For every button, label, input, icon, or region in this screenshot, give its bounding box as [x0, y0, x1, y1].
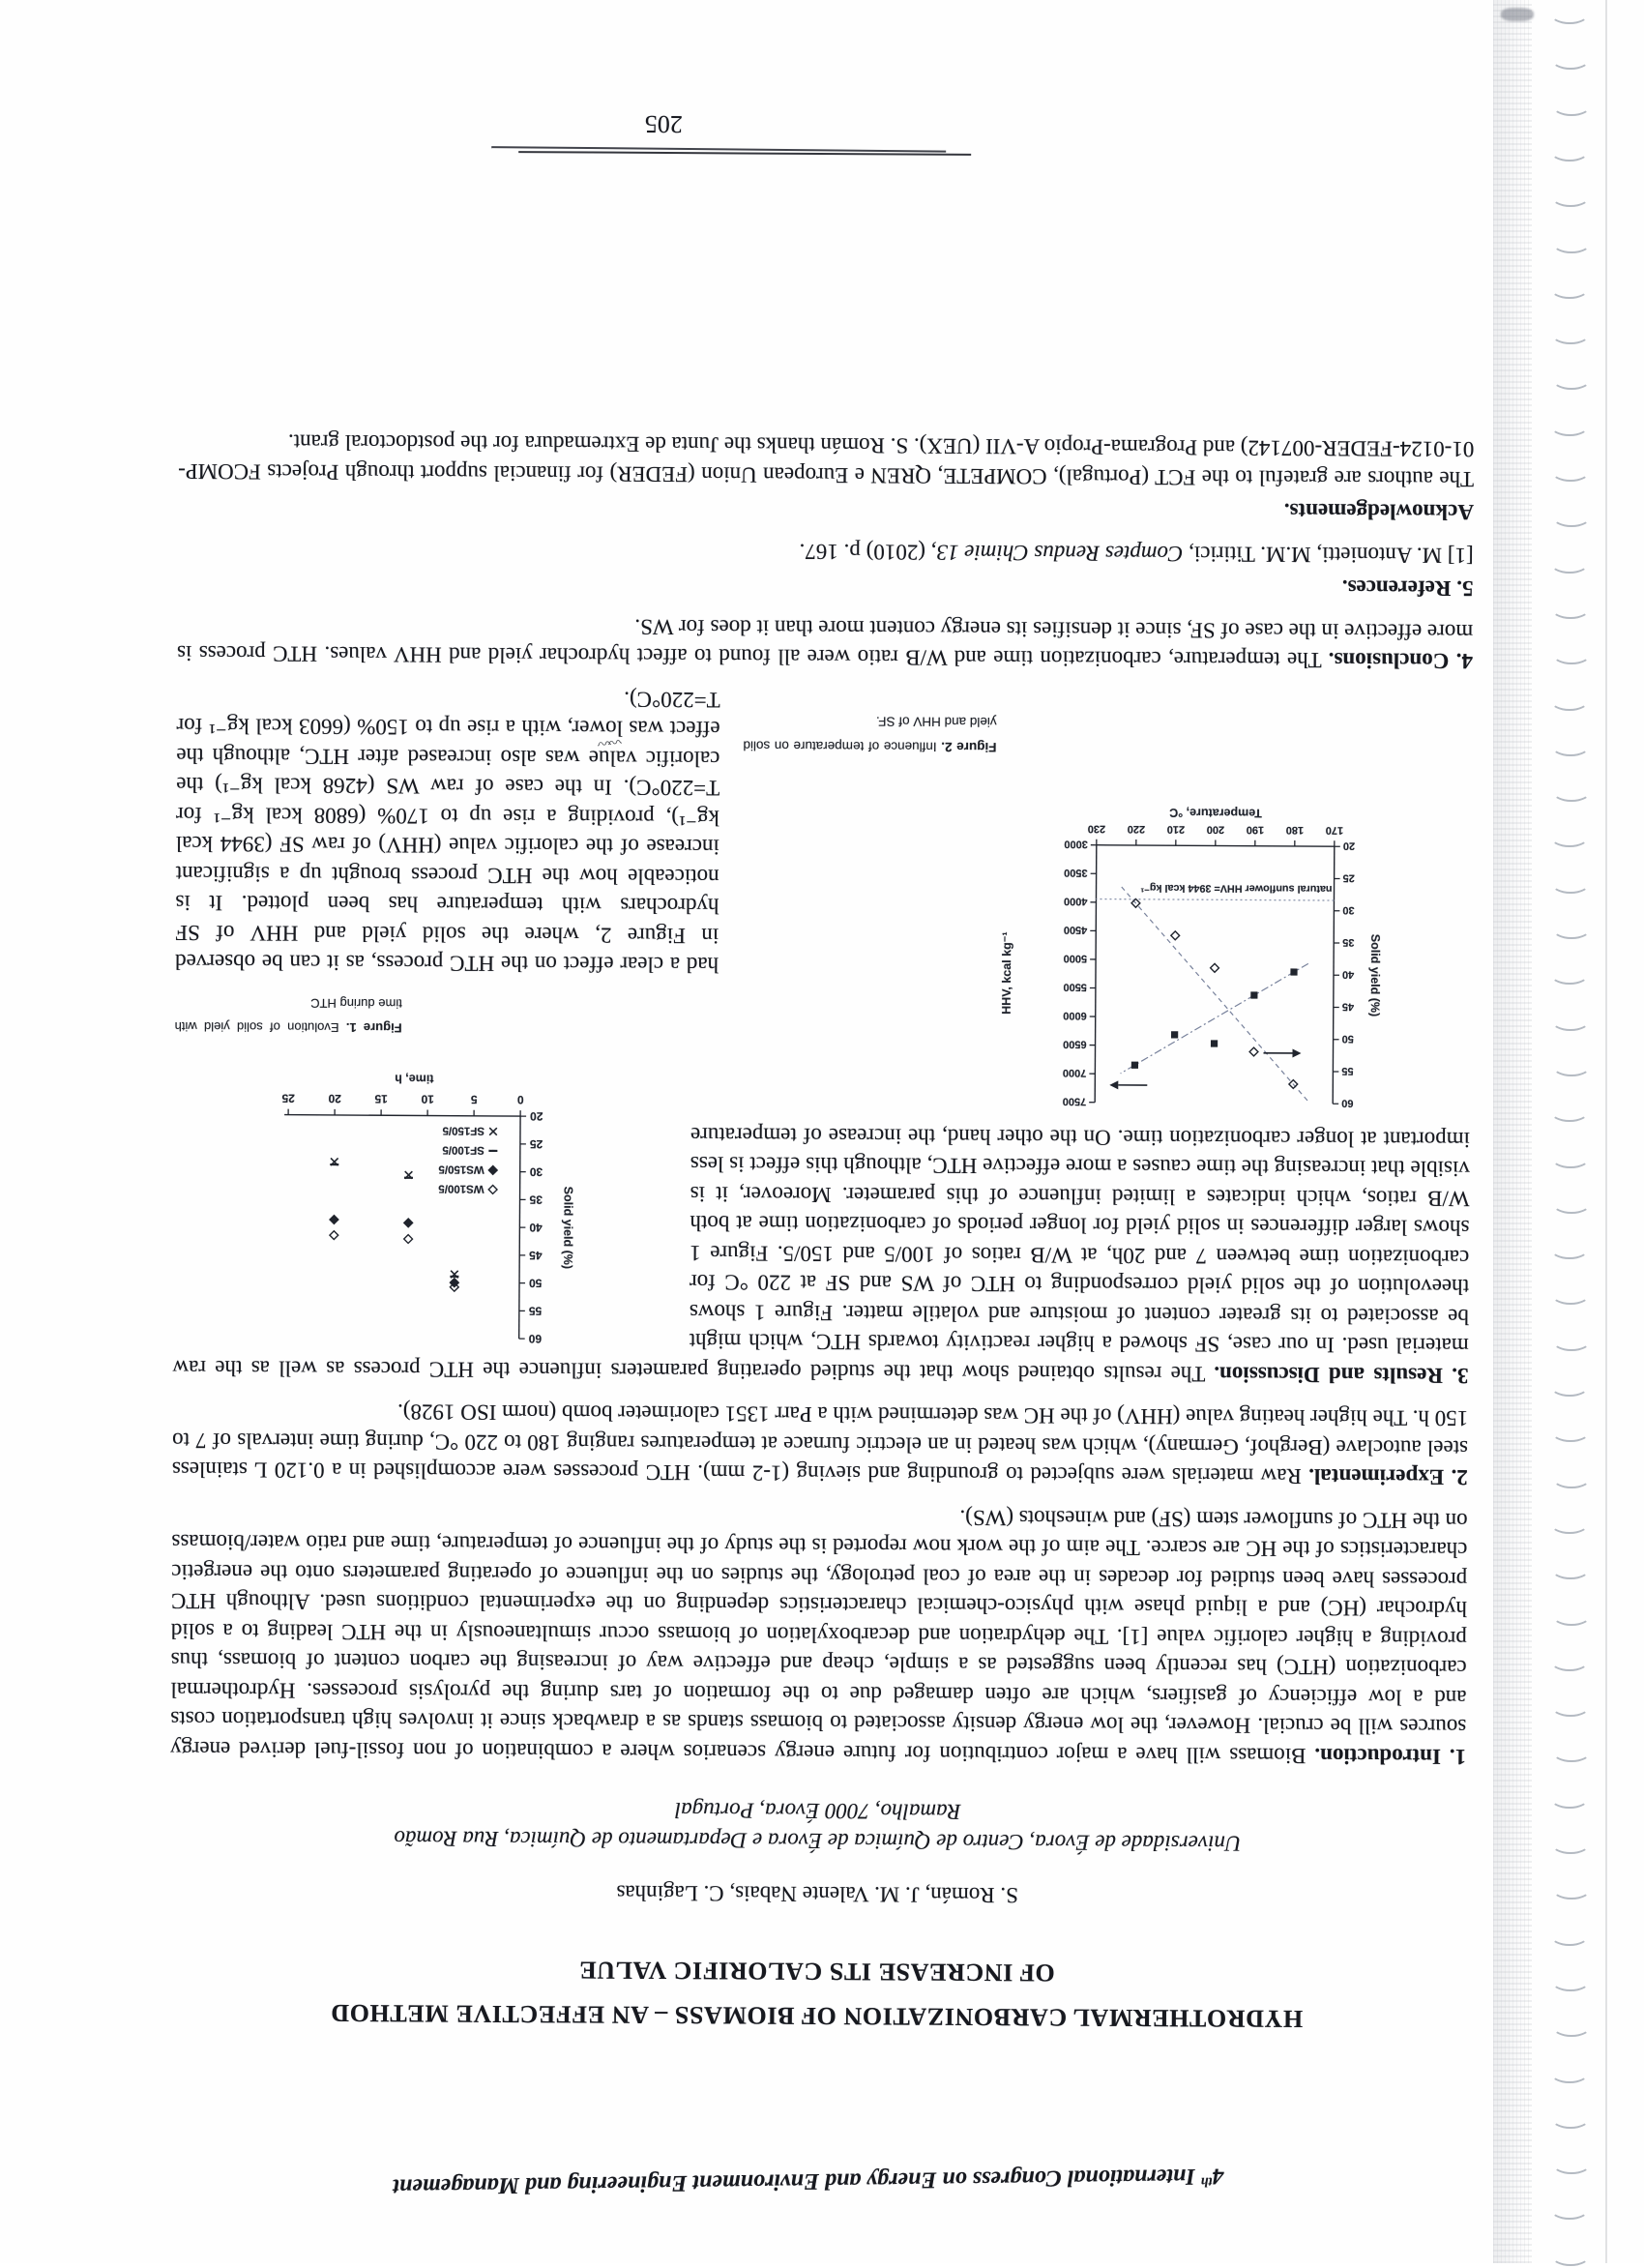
- figure-2-caption-text: Influence of temperature on solid yield and HHV of SF.: [743, 714, 996, 753]
- spiral-coil: [1550, 1926, 1589, 1946]
- spiral-coil: [1552, 1193, 1591, 1214]
- svg-text:55: 55: [1341, 1066, 1353, 1077]
- spiral-coil: [1550, 1376, 1589, 1397]
- conference-header: [167, 2163, 1223, 2202]
- svg-text:25: 25: [530, 1137, 543, 1151]
- svg-text:WS150/5: WS150/5: [438, 1163, 484, 1175]
- svg-text:4500: 4500: [1064, 925, 1088, 936]
- figure-1: [173, 984, 678, 1349]
- authors-line: S. Román, J. M. Valente Nabais, C. Laginhas: [169, 1877, 1465, 1910]
- experimental-paragraph: [172, 1396, 1469, 1492]
- acknowledgements-text: The authors are grateful to the FCT (Portugal), COMPETE, QREN e European Union (FEDER) for financial support through Projects FCOMP-01-0124-FEDER-007142) and Programa-Propio A-VII (UEX). S. Román thanks the Junta de Extremadura for the postdoctoral grant.: [178, 430, 1474, 491]
- spiral-coil: [1552, 1605, 1591, 1626]
- spiral-coil: [1550, 141, 1589, 162]
- spiral-coil: [1550, 2063, 1589, 2083]
- figure-1-caption: [175, 990, 402, 1040]
- acknowledgements-heading-line: [178, 489, 1474, 527]
- spiral-coil: [1551, 873, 1590, 894]
- spiral-coil: [1552, 919, 1591, 939]
- spiral-coil: [1552, 2154, 1591, 2174]
- svg-text:0: 0: [516, 1094, 523, 1107]
- svg-text:4000: 4000: [1064, 896, 1088, 907]
- svg-text:3500: 3500: [1064, 868, 1088, 879]
- results-paragraph: [172, 681, 1472, 1390]
- svg-text:180: 180: [1286, 824, 1304, 836]
- svg-text:Solid yield (%): Solid yield (%): [561, 1187, 575, 1270]
- svg-text:25: 25: [1343, 872, 1355, 884]
- handwritten-scribble-word: lower, 〰〰: [568, 713, 623, 743]
- affiliation-line2: Ramalho, 7000 Évora, Portugal: [170, 1792, 1466, 1830]
- svg-text:5000: 5000: [1064, 953, 1088, 964]
- svg-text:20: 20: [328, 1092, 341, 1105]
- svg-text:20: 20: [530, 1110, 543, 1124]
- figure-2: [735, 698, 1473, 1117]
- reference-1-authors: [1] M. Antonietti, M.M. Titirici,: [1183, 542, 1473, 568]
- spiral-coil: [1551, 736, 1590, 756]
- acknowledgements-paragraph: [178, 427, 1474, 493]
- spiral-coil: [1552, 781, 1591, 802]
- svg-text:210: 210: [1167, 824, 1185, 836]
- figure-2-caption-label: Figure 2.: [941, 740, 996, 754]
- svg-text:220: 220: [1128, 823, 1145, 835]
- svg-text:20: 20: [1343, 840, 1355, 852]
- spiral-coil: [1552, 96, 1591, 116]
- spiral-coil: [1550, 279, 1589, 299]
- spiral-coil: [1551, 1148, 1590, 1168]
- svg-text:Solid yield (%): Solid yield (%): [1368, 934, 1383, 1017]
- reference-1-journal: Comptes Rendus Chimie 13,: [931, 541, 1184, 567]
- affiliation: [169, 1792, 1465, 1860]
- svg-text:35: 35: [529, 1193, 543, 1207]
- acknowledgements-heading: Acknowledgements.: [1284, 499, 1474, 524]
- reference-item-1: [178, 532, 1474, 570]
- spiral-coil: [1552, 1468, 1591, 1488]
- scan-smudge: [1501, 8, 1534, 21]
- spiral-coil: [1550, 1514, 1589, 1534]
- svg-text:35: 35: [1342, 937, 1354, 949]
- page-number: 205: [605, 109, 721, 139]
- svg-text:60: 60: [528, 1333, 542, 1346]
- scan-edge-line: [1605, 0, 1607, 2263]
- figure-1-caption-label: Figure 1.: [346, 1020, 402, 1035]
- header-ordinal-sup: th: [1201, 2174, 1213, 2189]
- spiral-coil: [1550, 4, 1589, 24]
- svg-text:6000: 6000: [1063, 1010, 1087, 1021]
- scan-noise-strip: [1493, 0, 1532, 2263]
- svg-text:50: 50: [529, 1277, 543, 1290]
- svg-text:3000: 3000: [1064, 839, 1088, 850]
- spiral-coil: [1551, 599, 1590, 619]
- affiliation-line1: Universidade de Évora, Centro de Química de Évora e Departamento de Química, Rua Romão: [169, 1822, 1465, 1860]
- svg-text:Temperature, °C: Temperature, °C: [1169, 807, 1262, 821]
- introduction-heading: 1. Introduction.: [1314, 1744, 1466, 1769]
- results-text-c1: On the other hand, the increase of temperature had a clear effect on the HTC process, as it can be observed in Figure 2, where the solid yield and HHV of SF hydrochars with temperature has been plotted. It is noticeable how the HTC process brought up a significant increase of the calorific value (HHV) of raw SF (3944 kcal kg⁻¹), providing a rise up to 170% (6808 kcal kg⁻¹ for T=220°C). In the case of raw WS (4268 kcal kg⁻¹) the calorific value was also increased after HTC, although the effect was: [175, 717, 1111, 1150]
- conclusions-heading: 4. Conclusions.: [1329, 649, 1473, 674]
- svg-text:time, h: time, h: [395, 1073, 433, 1086]
- svg-text:5: 5: [470, 1093, 477, 1106]
- spiral-coil: [1550, 1788, 1589, 1809]
- header-text: International Congress on Energy and Environment Engineering and Management: [393, 2164, 1201, 2199]
- paper-title-line2: OF INCREASE ITS CALORIFIC VALUE: [169, 1945, 1465, 1997]
- svg-text:WS100/5: WS100/5: [438, 1183, 484, 1194]
- results-text-c2: with a rise up to 150% (6603 kcal kg⁻¹ for T=220°C).: [176, 688, 719, 741]
- svg-text:30: 30: [1342, 904, 1354, 916]
- results-heading: 3. Results and Discussion.: [1214, 1362, 1468, 1388]
- conclusions-paragraph: [177, 608, 1473, 675]
- svg-text:45: 45: [529, 1249, 543, 1262]
- spiral-coil: [1551, 2108, 1590, 2129]
- spiral-coil: [1550, 416, 1589, 436]
- paper-title-line1: HYDROTHERMAL CARBONIZATION OF BIOMASS – AN EFFECTIVE METHOD: [168, 1989, 1464, 2042]
- spiral-coil: [1550, 691, 1589, 711]
- spiral-coil: [1550, 1651, 1589, 1671]
- svg-text:230: 230: [1088, 823, 1105, 835]
- svg-text:50: 50: [1342, 1033, 1354, 1045]
- svg-text:SF100/5: SF100/5: [442, 1144, 484, 1156]
- svg-text:7000: 7000: [1063, 1067, 1087, 1078]
- svg-text:6500: 6500: [1063, 1039, 1087, 1050]
- spiral-coil: [1550, 553, 1589, 574]
- references-heading: 5. References.: [1342, 576, 1474, 602]
- svg-text:SF150/5: SF150/5: [442, 1125, 484, 1136]
- spiral-coil: [1551, 1971, 1590, 1991]
- results-text-b: which might be associated to its greater content of moisture and volatile matter. Figure 1 shows theevolution of the solid yield corresponding to HTC of WS and SF at 220 °C for carbonization time between 7 and 20h, at W/B ratios of 100/5 and 150/5. Figure 1 shows larger differences in solid yield for longer periods of carbonization time at both W/B ratios, which indicates a limited influence of this parameter. Moreover, it is visible that increasing the time causes a more effective HTC, although this effect is less important at longer carbonization time.: [690, 1126, 1470, 1355]
- spiral-coil: [1551, 324, 1590, 344]
- svg-text:190: 190: [1247, 824, 1264, 836]
- svg-text:200: 200: [1207, 824, 1224, 836]
- spiral-coil: [1551, 1696, 1590, 1717]
- paper-title: [168, 1945, 1465, 2042]
- figure-1-caption-text: Evolution of solid yield with time during HTC: [175, 996, 402, 1035]
- results-text-a: The results obtained show that the studied operating parameters influence the HTC process as well as the raw material used. In our case, SF showed a higher reactivity towards HTC,: [172, 1330, 1468, 1386]
- conclusions-text: The temperature, carbonization time and W/B ratio were all found to affect hydrochar yield and HHV values. HTC process is more effective in the case of SF, since it densifies its energy content more than it does for WS.: [177, 615, 1473, 673]
- spiral-coil: [1552, 1331, 1591, 1351]
- spiral-coil: [1551, 461, 1590, 482]
- experimental-text: Raw materials were subjected to grounding and sieving (1-2 mm). HTC processes were accomplished in a 0.120 L stainless steel autoclave (Berghof, Germany), which was heated in an electric furnace at temperatures ranging 180 to 220 °C, during time intervals of 7 to 150 h. The higher heating value (HHV) of the HC was determined with a Parr 1351 calorimeter bomb (norm ISO 1928).: [172, 1400, 1469, 1489]
- spiral-coil: [1550, 1239, 1589, 1259]
- introduction-text: Biomass will have a major contribution for future energy scenarios where a combination of non fossil-fuel derived energy sources will be crucial. However, the low energy density associated to biomass stands as a drawback since it involves high transportation costs and a low efficiency of gasifiers, which are often damaged due to the formation of tars during the pyrolysis processes. Hydrothermal carbonization (HTC) has recently been suggested as a simple, cheap and effective way of increasing the carbon content of biomass, thus providing a higher calorific value [1]. The dehydration and decarboxylation of biomass occur simultaneously in the HTC leading to a solid hydrochar (HC) and a liquid phase with physico-chemical characteristics depending on the experimental conditions used. Although HTC processes have been studied for decades in the area of coal petrology, the studies on the influence of operating parameters onto the energetic characteristics of the HC are scarce. The aim of the work now reported is the study of the influence of temperature, time and ratio water/biomass on the HTC of sunflower stem (SF) and wineshots (WS).: [170, 1506, 1468, 1768]
- svg-text:natural sunflower HHV= 3944 kc: natural sunflower HHV= 3944 kcal kg⁻¹: [1140, 882, 1332, 895]
- svg-text:60: 60: [1341, 1098, 1353, 1109]
- svg-text:45: 45: [1342, 1001, 1354, 1013]
- svg-text:HHV, kcal kg⁻¹: HHV, kcal kg⁻¹: [1000, 932, 1014, 1015]
- header-number: 4: [1212, 2164, 1223, 2189]
- figure-2-caption: [743, 707, 996, 759]
- svg-text:7500: 7500: [1063, 1096, 1087, 1107]
- figure-1-chart: [173, 1054, 581, 1349]
- svg-text:55: 55: [529, 1305, 543, 1318]
- spiral-coil: [1551, 1011, 1590, 1031]
- svg-text:5500: 5500: [1063, 982, 1087, 993]
- svg-text:170: 170: [1326, 825, 1343, 837]
- experimental-heading: 2. Experimental.: [1308, 1465, 1468, 1490]
- references-heading-line: [177, 566, 1473, 604]
- svg-text:10: 10: [421, 1093, 434, 1106]
- spiral-coil: [1551, 1834, 1590, 1854]
- svg-text:40: 40: [1342, 969, 1354, 981]
- introduction-paragraph: [170, 1497, 1468, 1771]
- svg-text:30: 30: [529, 1165, 543, 1179]
- figure-2-chart: [735, 781, 1383, 1116]
- svg-text:25: 25: [281, 1092, 295, 1105]
- reference-1-pages: (2010) p. 167.: [800, 540, 931, 565]
- spiral-coil: [1552, 233, 1591, 253]
- svg-text:15: 15: [374, 1093, 388, 1106]
- spiral-coil: [1552, 1056, 1591, 1076]
- svg-text:40: 40: [529, 1222, 543, 1235]
